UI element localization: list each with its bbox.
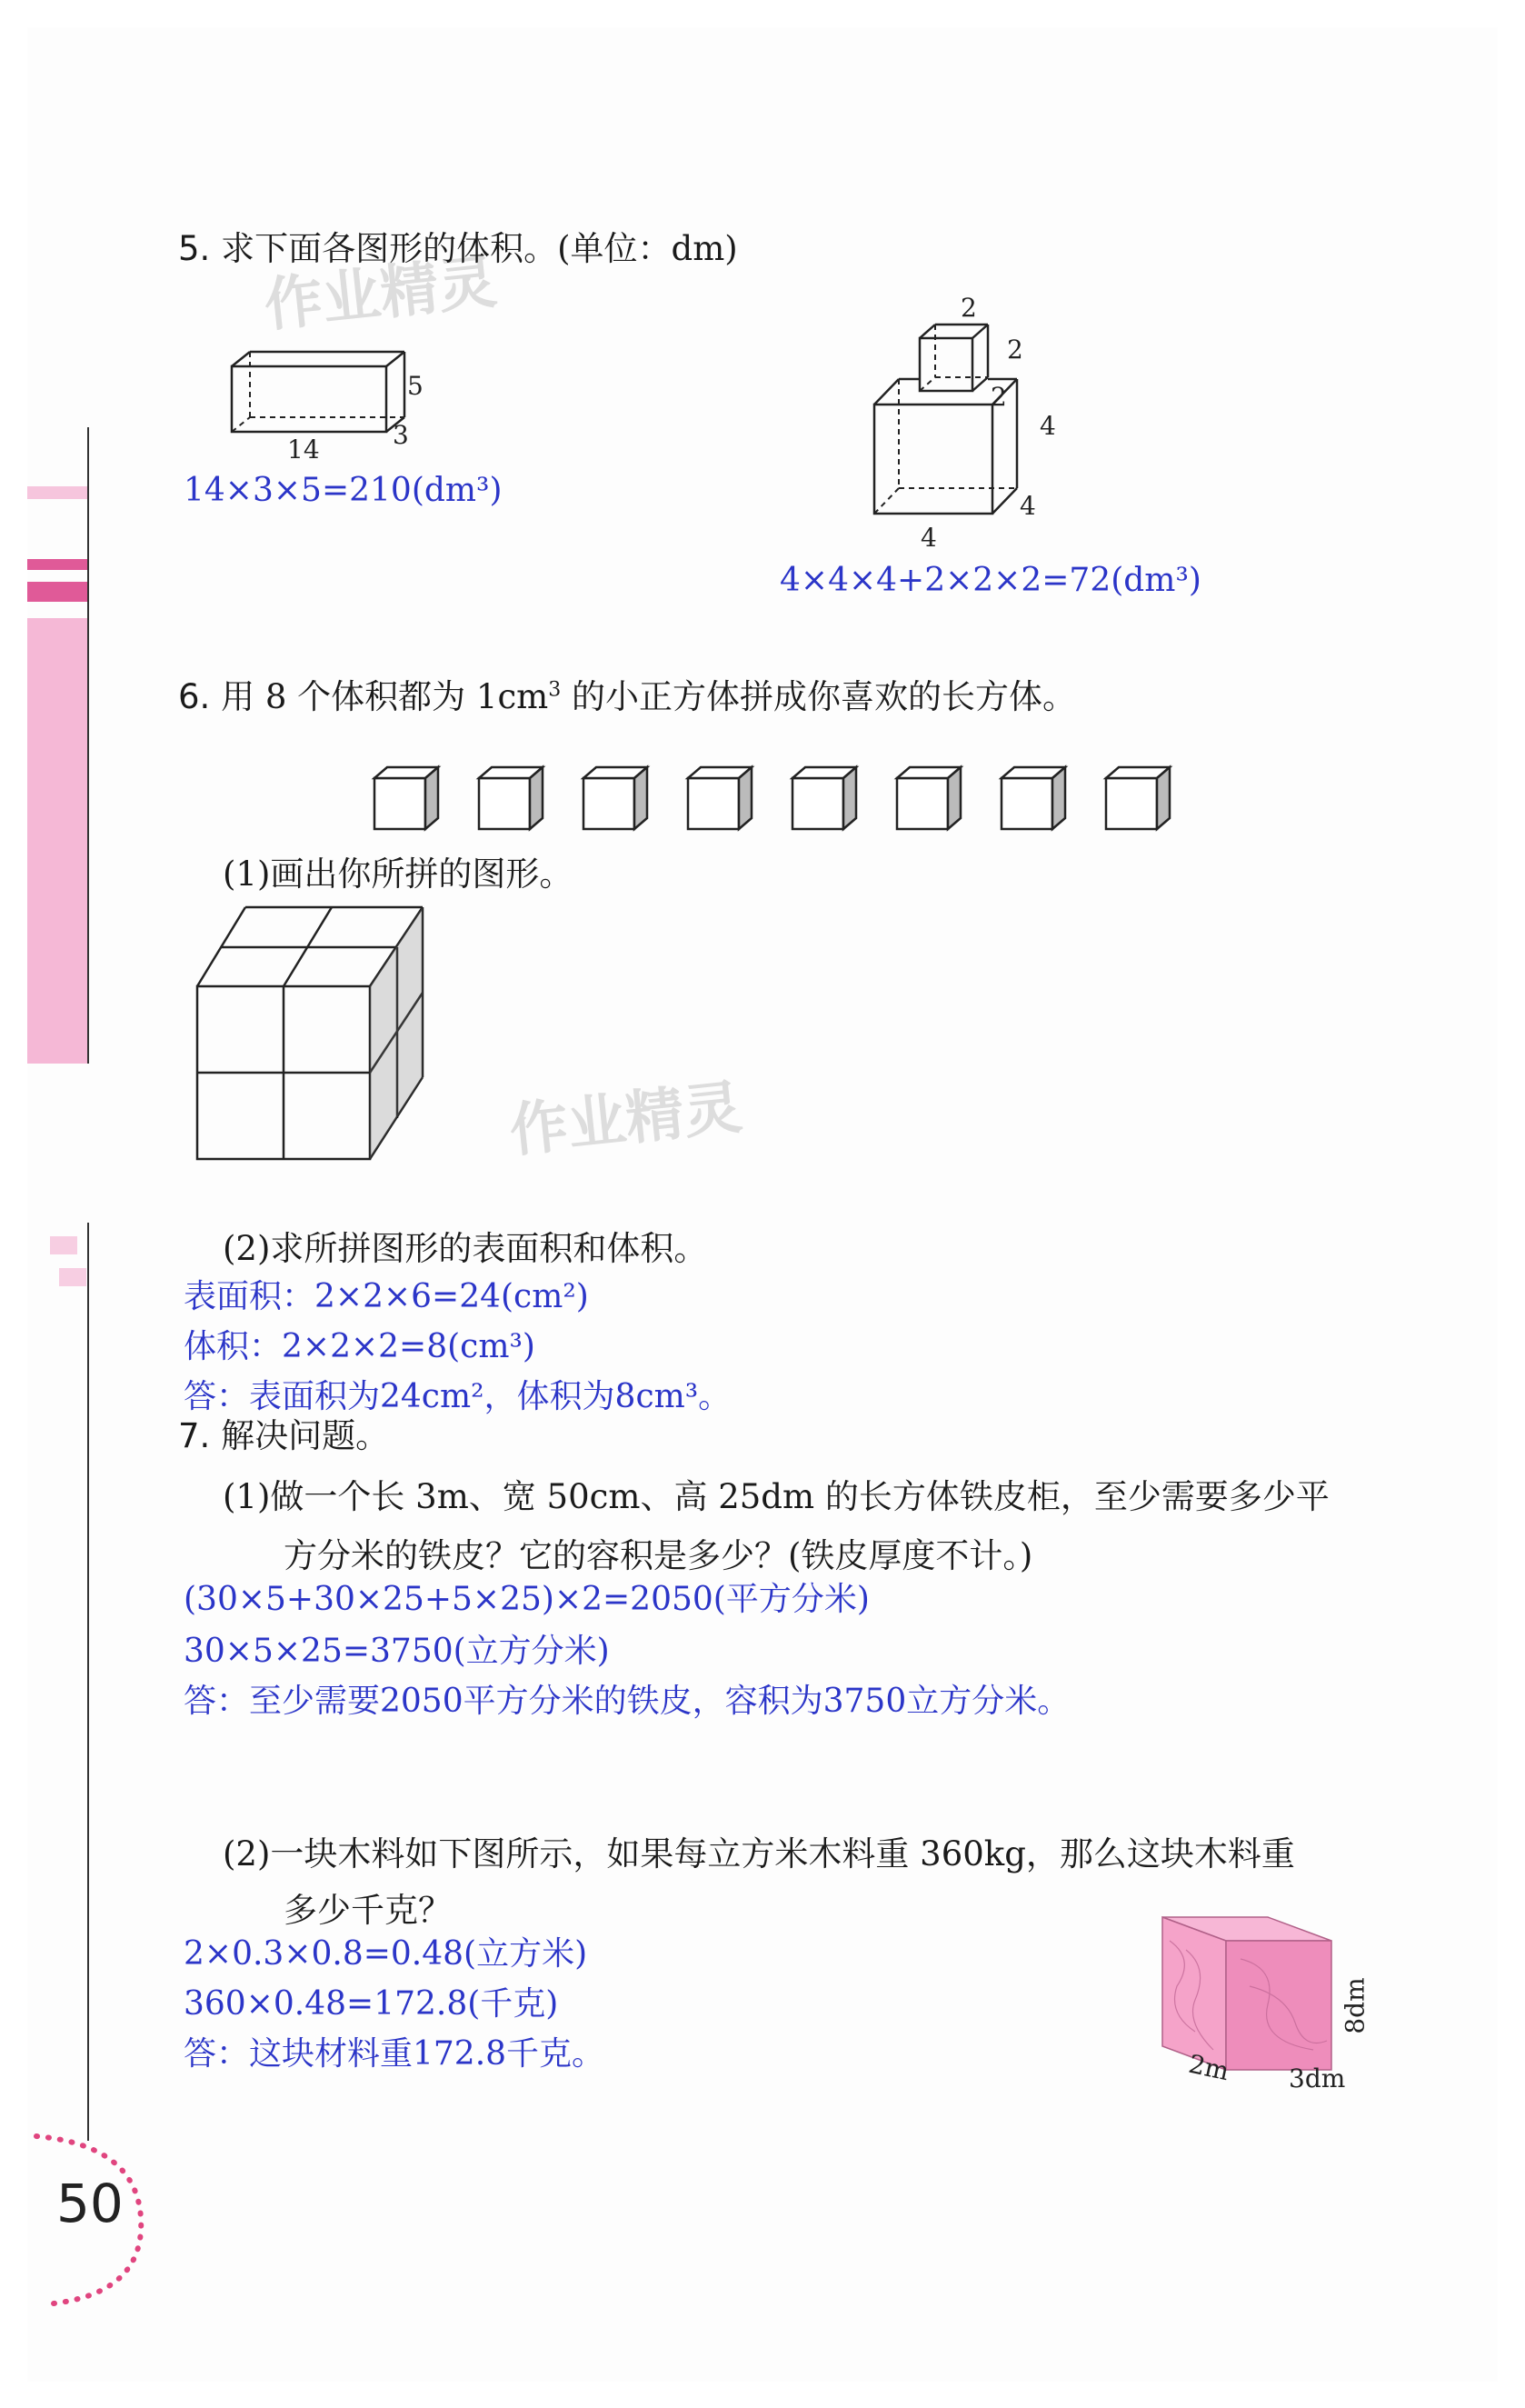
small-cube — [895, 765, 964, 831]
small-cube — [791, 765, 860, 831]
q5-fig2-big-depth: 4 — [1020, 491, 1036, 521]
q6-answer-conclusion: 答：表面积为24cm²，体积为8cm³。 — [184, 1378, 732, 1415]
q5-fig2-small-top: 2 — [961, 293, 977, 323]
q5-fig1-length: 14 — [287, 435, 320, 465]
small-cube — [373, 765, 442, 831]
margin-decor-square — [50, 1236, 77, 1254]
watermark: 作业精灵 — [261, 248, 500, 341]
q5-stacked-cubes-figure — [872, 323, 1000, 518]
small-cube — [1000, 765, 1069, 831]
q7-part2-line1: (2)一块木料如下图所示，如果每立方米木料重 360kg，那么这块木料重 — [223, 1834, 1295, 1873]
q5-fig2-big-bottom: 4 — [921, 523, 937, 553]
q7-wood-length: 2m — [1186, 2048, 1232, 2087]
margin-decor-flower-band — [27, 618, 87, 1064]
q5-heading — [178, 229, 738, 269]
q7-heading — [178, 1416, 389, 1456]
q7-part2-answer-conclusion: 答：这块材料重172.8千克。 — [184, 2035, 605, 2073]
q5-fig2-small-depth: 2 — [991, 382, 1007, 412]
q7-number: 7. — [178, 1416, 211, 1455]
q6-small-cubes-row — [373, 765, 1191, 831]
q5-text: 求下面各图形的体积。(单位：dm) — [221, 229, 738, 268]
q7-part1-answer-conclusion: 答：至少需要2050平方分米的铁皮，容积为3750立方分米。 — [184, 1683, 1071, 1720]
q7-part2-answer-volume: 2×0.3×0.8=0.48(立方米) — [184, 1935, 588, 1973]
q5-fig1-width: 3 — [393, 420, 409, 450]
q5-fig2-small-side: 2 — [1007, 335, 1023, 365]
q7-part1-line2: 方分米的铁皮？它的容积是多少？(铁皮厚度不计。) — [284, 1536, 1033, 1575]
q7-part1-answer-volume: 30×5×25=3750(立方分米) — [184, 1633, 610, 1670]
q5-fig1-height: 5 — [407, 371, 424, 401]
q6-answer-surface: 表面积：2×2×6=24(cm²) — [184, 1278, 589, 1315]
q7-wood-block-figure — [1159, 1913, 1341, 2077]
q6-number: 6. — [178, 677, 211, 716]
margin-rule-top — [87, 427, 89, 1064]
margin-decor-stripe — [27, 582, 87, 602]
q7-part2-answer-weight: 360×0.48=172.8(千克) — [184, 1985, 559, 2023]
q6-heading — [178, 677, 1076, 717]
watermark: 作业精灵 — [506, 1074, 745, 1166]
margin-decor-square — [59, 1268, 86, 1286]
q7-wood-height: 8dm — [1340, 1977, 1371, 2034]
q7-text: 解决问题。 — [221, 1416, 390, 1455]
q6-drawn-cuboid — [195, 904, 432, 1164]
q6-part1: (1)画出你所拼的图形。 — [223, 854, 573, 894]
q6-text-a: 用 8 个体积都为 1cm — [221, 677, 549, 716]
margin-decor-stripe — [27, 559, 87, 570]
margin-rule-bottom — [87, 1223, 89, 2141]
q6-text-sup: 3 — [548, 678, 562, 702]
q6-text-b: 的小正方体拼成你喜欢的长方体。 — [561, 677, 1077, 716]
q7-part1-answer-area: (30×5+30×25+5×25)×2=2050(平方分米) — [184, 1581, 870, 1618]
page-number: 50 — [56, 2173, 124, 2234]
margin-decor-stripe — [27, 486, 87, 499]
q7-part1-line1: (1)做一个长 3m、宽 50cm、高 25dm 的长方体铁皮柜，至少需要多少平 — [223, 1477, 1330, 1516]
q7-part2-line2: 多少千克？ — [284, 1891, 452, 1930]
q6-answer-volume: 体积：2×2×2=8(cm³) — [184, 1328, 535, 1365]
q5-fig2-big-side: 4 — [1040, 411, 1056, 441]
q6-part2: (2)求所拼图形的表面积和体积。 — [223, 1229, 708, 1268]
small-cube — [686, 765, 755, 831]
q5-cuboid-figure — [223, 350, 450, 455]
small-cube — [1104, 765, 1173, 831]
small-cube — [477, 765, 546, 831]
q5-fig1-answer: 14×3×5=210(dm³) — [184, 472, 503, 509]
q5-number: 5. — [178, 229, 211, 268]
q7-wood-depth: 3dm — [1289, 2063, 1346, 2093]
q5-fig2-answer: 4×4×4+2×2×2=72(dm³) — [780, 562, 1201, 599]
small-cube — [582, 765, 651, 831]
